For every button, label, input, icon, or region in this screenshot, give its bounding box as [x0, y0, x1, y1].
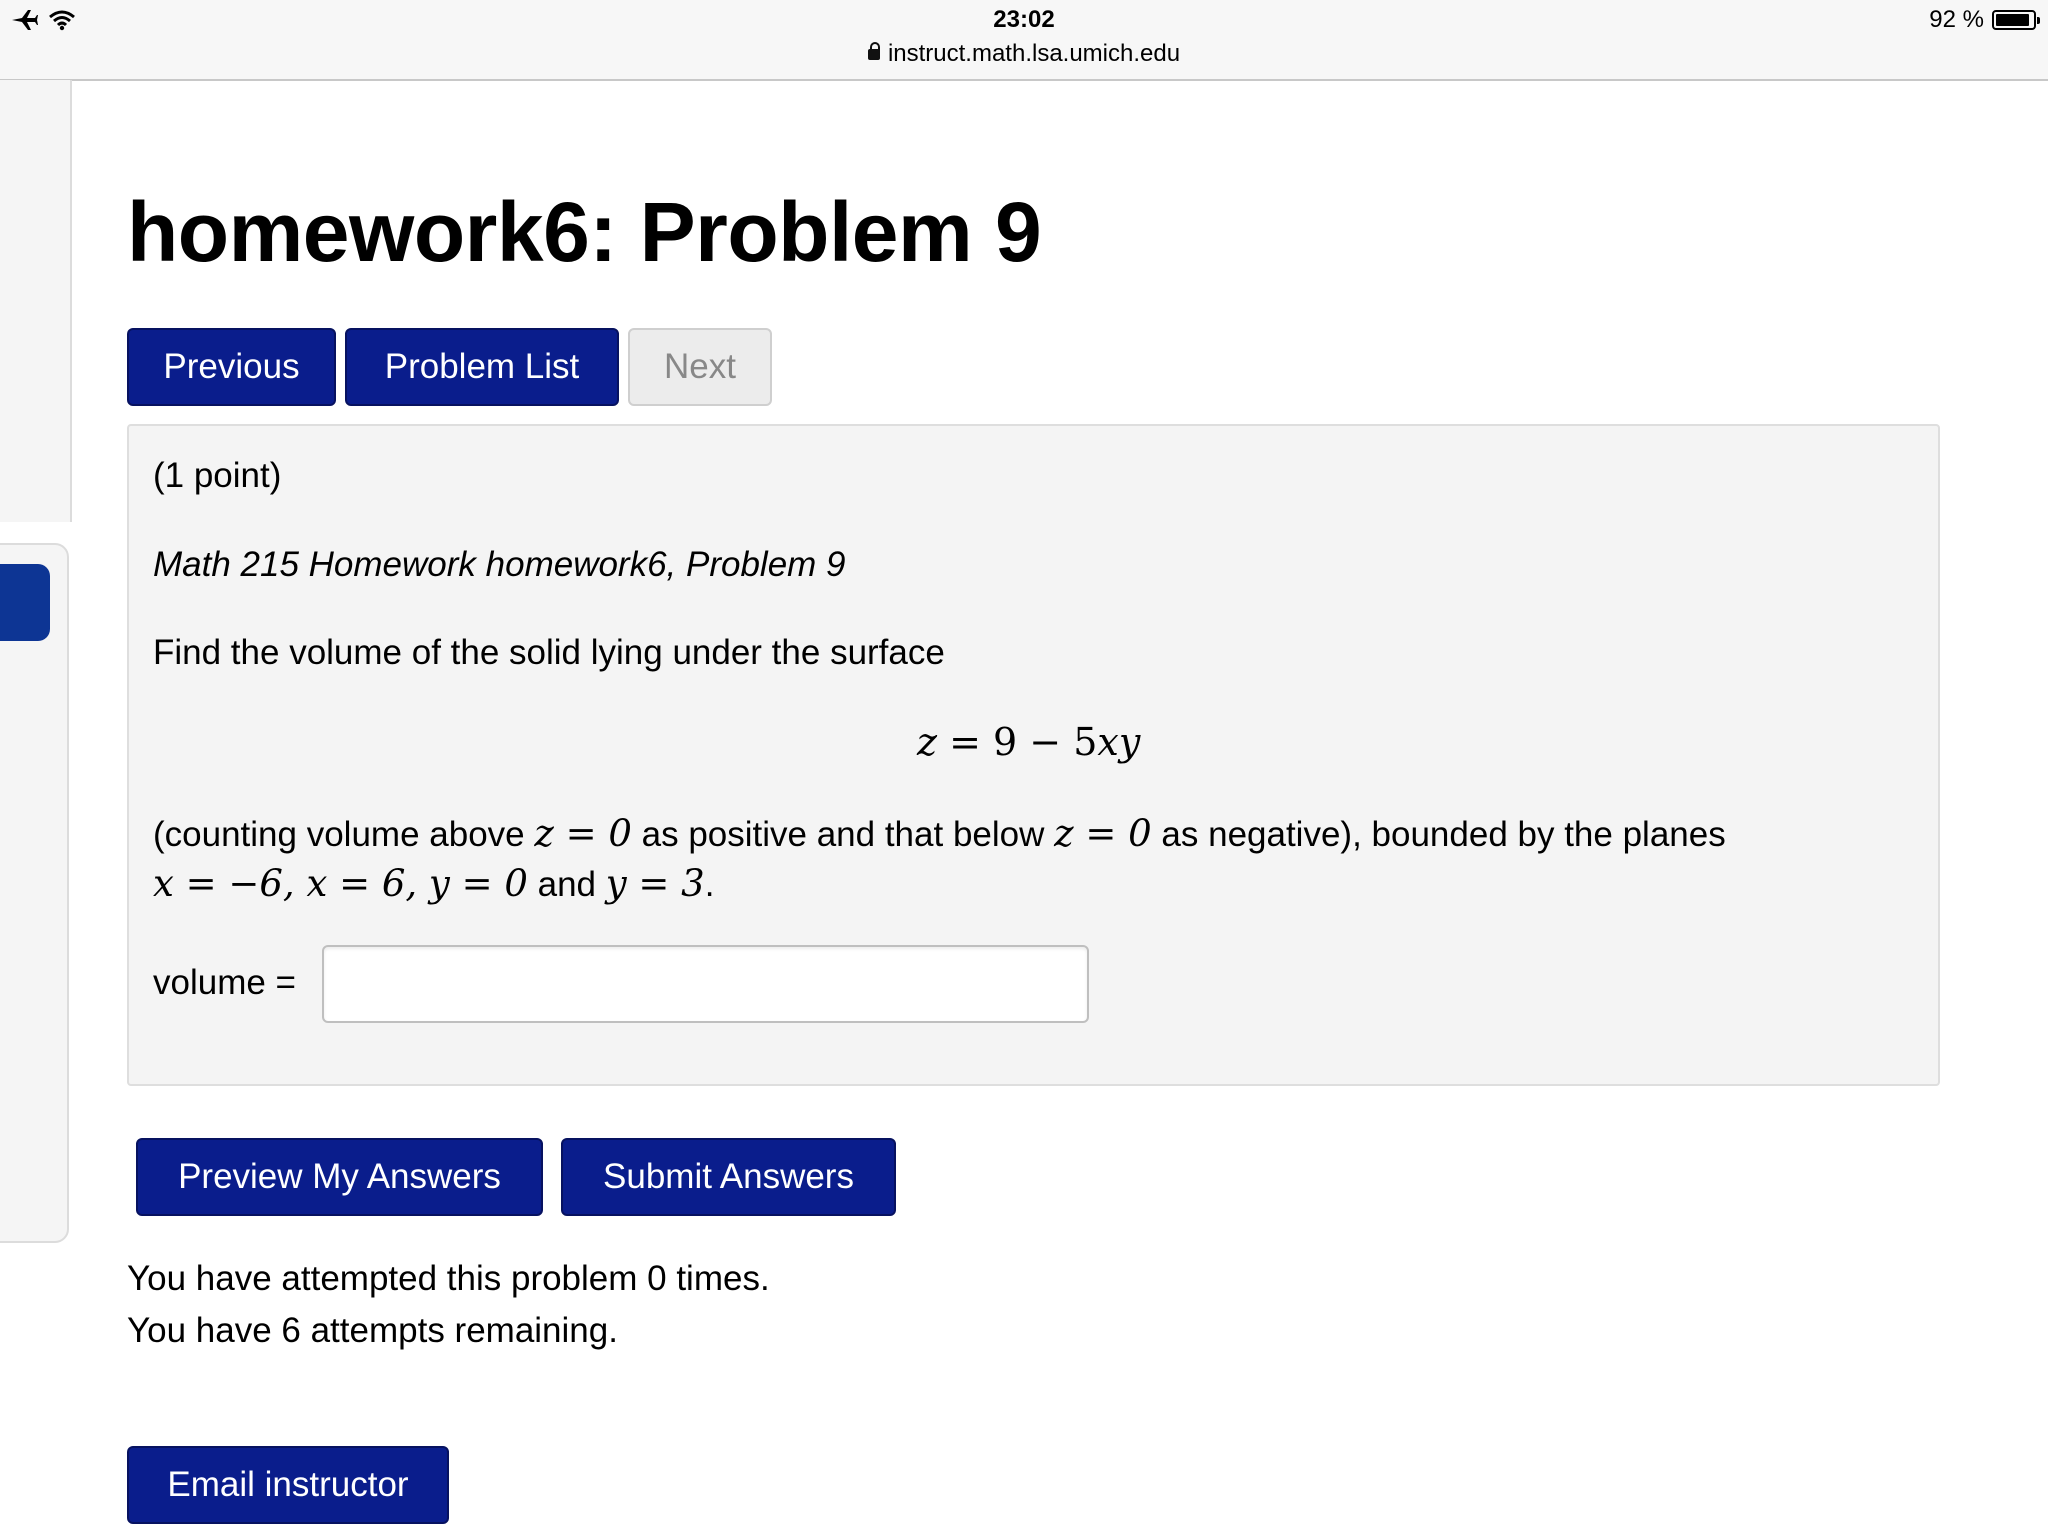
line1-math-b: z = 0: [1054, 812, 1152, 855]
line1-text-b: as positive and that below: [631, 815, 1055, 854]
problem-prompt: Find the volume of the solid lying under the surface: [153, 633, 945, 672]
line1-text-c: as negative), bounded by the planes: [1151, 815, 1726, 854]
previous-button[interactable]: Previous: [127, 328, 336, 406]
address-bar[interactable]: [0, 40, 2048, 68]
battery-fill: [1996, 14, 2029, 26]
submit-answers-button[interactable]: Submit Answers: [561, 1138, 896, 1216]
attempts-remaining: You have 6 attempts remaining.: [127, 1311, 618, 1350]
email-instructor-button[interactable]: Email instructor: [127, 1446, 449, 1524]
battery-status: [1929, 6, 2036, 34]
problem-text-line1: [153, 812, 1726, 855]
problem-points: (1 point): [153, 456, 282, 495]
battery-icon: [1992, 10, 2036, 30]
equation-lhs: z: [917, 720, 938, 764]
sidebar-nav-panel: [0, 543, 69, 1243]
equation-vars: xy: [1097, 720, 1141, 764]
battery-percent: 92 %: [1929, 6, 1984, 33]
line2-math-a: x = −6, x = 6, y = 0: [153, 862, 528, 905]
line2-text-b: .: [704, 865, 715, 904]
clock: 23:02: [993, 6, 1055, 33]
line2-math-b: y = 3: [605, 862, 705, 905]
volume-answer-input[interactable]: [322, 945, 1089, 1023]
sidebar-panel: [0, 80, 72, 522]
course-line: Math 215 Homework homework6, Problem 9: [153, 545, 846, 584]
sidebar-active-item[interactable]: [0, 564, 50, 641]
line2-text-a: and: [527, 865, 606, 904]
line1-math-a: z = 0: [534, 812, 632, 855]
page-title: homework6: Problem 9: [127, 185, 1042, 279]
line1-text-a: (counting volume above: [153, 815, 535, 854]
problem-text-line2: [153, 862, 714, 905]
lock-icon: [868, 49, 880, 60]
problem-list-button[interactable]: Problem List: [345, 328, 619, 406]
attempts-count: You have attempted this problem 0 times.: [127, 1259, 770, 1298]
next-button[interactable]: Next: [628, 328, 772, 406]
answer-label: volume =: [153, 963, 296, 1002]
status-bar: [0, 0, 2048, 81]
surface-equation: [917, 720, 1140, 764]
url-text: instruct.math.lsa.umich.edu: [887, 40, 1181, 67]
preview-answers-button[interactable]: Preview My Answers: [136, 1138, 543, 1216]
equation-middle: = 9 − 5: [937, 720, 1098, 764]
